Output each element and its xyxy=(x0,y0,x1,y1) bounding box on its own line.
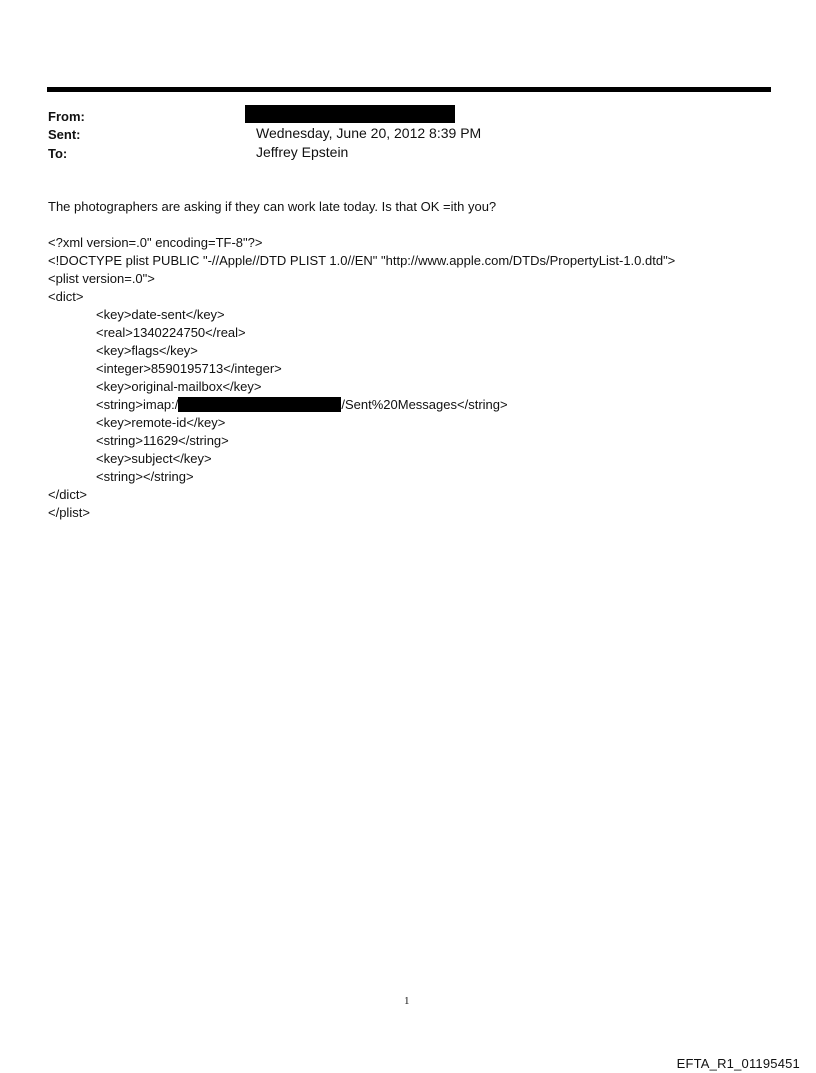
plist-line: <key>remote-id</key> xyxy=(96,415,226,430)
mailbox-prefix: <string>imap:/ xyxy=(96,397,179,412)
plist-line: <?xml version=.0" encoding=TF-8"?> xyxy=(48,235,263,250)
plist-line: <key>flags</key> xyxy=(96,343,198,358)
plist-line: <plist version=.0"> xyxy=(48,271,155,286)
sent-value: Wednesday, June 20, 2012 8:39 PM xyxy=(256,125,482,141)
plist-line: <key>subject</key> xyxy=(96,451,212,466)
message-body: The photographers are asking if they can work late today. Is that OK =ith you? xyxy=(48,199,497,214)
plist-line: <dict> xyxy=(48,289,84,304)
plist-line: <string></string> xyxy=(96,469,194,484)
plist-line-mailbox xyxy=(96,396,508,413)
plist-line: </plist> xyxy=(48,505,90,520)
plist-line: </dict> xyxy=(48,487,88,502)
plist-line: <integer>8590195713</integer> xyxy=(96,361,282,376)
page-number: 1 xyxy=(404,995,410,1007)
plist-line: <real>1340224750</real> xyxy=(96,325,246,340)
plist-line: <key>date-sent</key> xyxy=(96,307,225,322)
header-rule xyxy=(47,87,771,92)
bates-number: EFTA_R1_01195451 xyxy=(676,1056,800,1071)
plist-line: <!DOCTYPE plist PUBLIC "-//Apple//DTD PLIST 1.0//EN" "http://www.apple.com/DTDs/PropertyList-1.0.dtd"> xyxy=(48,253,676,268)
to-value: Jeffrey Epstein xyxy=(256,144,349,160)
mailbox-suffix: /Sent%20Messages</string> xyxy=(341,397,508,412)
plist-line: <key>original-mailbox</key> xyxy=(96,379,262,394)
sent-label: Sent: xyxy=(48,127,81,142)
from-label: From: xyxy=(48,109,85,124)
to-label: To: xyxy=(48,146,68,161)
plist-line: <string>11629</string> xyxy=(96,433,229,448)
mailbox-redaction xyxy=(178,397,341,412)
from-redaction xyxy=(245,105,455,123)
